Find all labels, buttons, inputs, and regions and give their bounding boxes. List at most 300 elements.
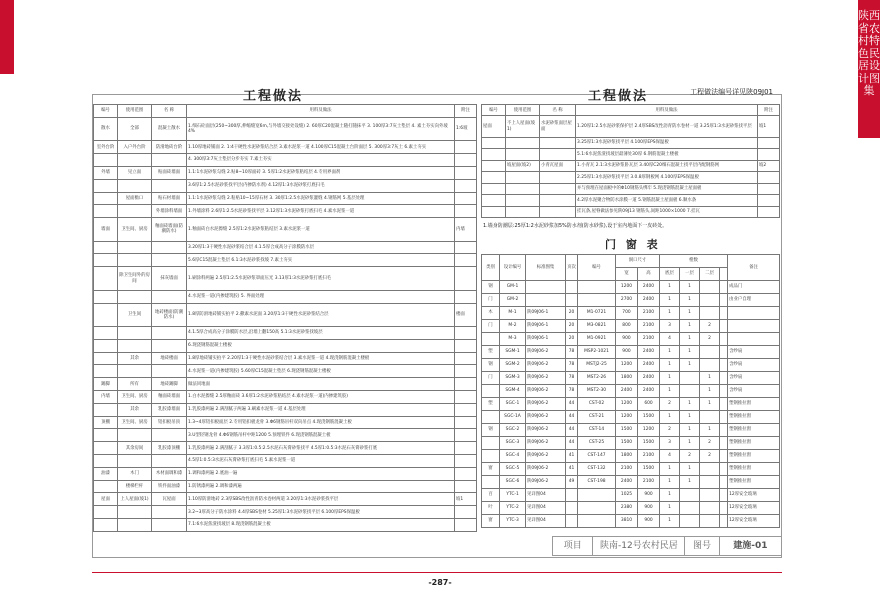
table-cell [566, 281, 578, 294]
table-cell: 1500 [638, 437, 660, 450]
table-cell: 5.6厚C15混凝土垫层 6.1:3水泥砂浆找坡 7.素土夯实 [187, 254, 455, 267]
table-cell [94, 442, 118, 455]
table-cell [758, 195, 780, 206]
table-cell: 1200 [616, 281, 638, 294]
table-cell [455, 416, 477, 429]
table-row [94, 241, 477, 254]
table-row [94, 403, 477, 416]
right-spec-table [481, 104, 780, 218]
table-cell [482, 385, 500, 398]
table-cell [720, 424, 728, 437]
table-cell [720, 502, 728, 515]
door-window-table-title: 门 窗 表 [605, 238, 661, 251]
table-cell: M1-0921 [578, 333, 616, 346]
table-cell [540, 137, 576, 148]
table-row [482, 372, 780, 385]
table-cell: 塑钢推拉窗 [728, 476, 780, 489]
table-cell [680, 372, 700, 385]
table-cell [94, 339, 118, 352]
table-cell: 78 [566, 346, 578, 359]
table-cell: 地砖踢脚 [152, 378, 187, 391]
table-cell: 屋面檐口 [118, 192, 152, 205]
table-cell: 陕09J06-2 [526, 385, 566, 398]
table-cell: 含纱扇 [728, 346, 780, 359]
table-cell: 抹灰墙面 [152, 267, 187, 291]
header-cell: 洞口尺寸 [616, 255, 660, 268]
table-cell: 塑钢推拉窗 [728, 463, 780, 476]
table-cell: 1 [680, 281, 700, 294]
table-row [482, 172, 780, 183]
table-cell: 1 [660, 515, 680, 528]
table-row [94, 365, 477, 378]
table-row [94, 416, 477, 429]
table-cell [118, 241, 152, 254]
table-row [482, 183, 780, 194]
table-cell: 坡2 [758, 160, 780, 171]
table-cell: 2400 [638, 372, 660, 385]
table-cell [118, 254, 152, 267]
table-cell: 1.小青瓦 2.1:3水泥砂浆卧瓦层 3.40厚C20细石混凝土找平层内配钢筋网 [576, 160, 758, 171]
bottom-rule [92, 572, 782, 573]
table-cell: 1 [680, 476, 700, 489]
table-cell [482, 183, 506, 194]
table-cell: 12厚安全玻璃 [728, 502, 780, 515]
table-cell: 全部 [118, 117, 152, 141]
table-cell [455, 365, 477, 378]
table-cell: 不上人屋面(坡1) [506, 116, 540, 137]
table-cell: 1.乳胶漆两遍 2.满刮腻子 3.3厚1:0.5:2.5水泥石灰膏砂浆找平 4.5厚1:0.5:3水泥石灰膏砂浆打底 [187, 442, 455, 455]
table-cell: 除卫生间外的房间 [118, 267, 152, 291]
table-cell: MSP2-1021 [578, 346, 616, 359]
table-cell [700, 515, 720, 528]
table-cell [526, 294, 566, 307]
table-cell [94, 352, 118, 365]
table-cell: 陕09J06-1 [526, 333, 566, 346]
table-cell [94, 192, 118, 205]
table-cell [482, 149, 506, 160]
table-cell [720, 450, 728, 463]
table-row [482, 281, 780, 294]
table-cell: 百 [482, 489, 500, 502]
table-cell: 2400 [638, 294, 660, 307]
table-cell: MST2-30 [578, 385, 616, 398]
table-cell [700, 463, 720, 476]
table-cell: 1 [700, 372, 720, 385]
table-cell [455, 254, 477, 267]
table-cell: 3 [660, 437, 680, 450]
header-cell: 设计编号 [500, 255, 526, 281]
table-cell: SGC-6 [500, 476, 526, 489]
table-row [482, 195, 780, 206]
table-header-row [482, 105, 780, 116]
table-row [94, 117, 477, 141]
table-cell [758, 149, 780, 160]
table-cell: SGC-1A [500, 411, 526, 424]
table-cell: 踢脚 [94, 378, 118, 391]
table-cell: 2400 [638, 346, 660, 359]
table-cell: 窗 [482, 463, 500, 476]
table-cell [680, 385, 700, 398]
table-row [482, 424, 780, 437]
table-cell: 2700 [616, 294, 638, 307]
table-cell: 900 [638, 515, 660, 528]
table-cell: 外墙 [94, 166, 118, 179]
table-cell: 卫生间、厨房 [118, 391, 152, 404]
table-cell: SGC-1 [500, 398, 526, 411]
table-row [94, 179, 477, 192]
table-cell [728, 333, 780, 346]
table-cell: 1 [660, 502, 680, 515]
table-row [94, 267, 477, 291]
table-cell: 1.1:1水泥砂浆勾缝 2.贴8~10厚面砖 3. 5厚1:2水泥砂浆粘结层 4.专用界面剂 [187, 166, 455, 179]
table-cell [455, 480, 477, 493]
table-cell: 陕09J06-2 [526, 450, 566, 463]
table-cell [118, 290, 152, 303]
table-cell: CST-14 [578, 424, 616, 437]
table-cell: 混凝土散水 [152, 117, 187, 141]
table-cell: 窗 [482, 515, 500, 528]
table-cell [455, 429, 477, 442]
table-cell: 3.U型轻钢龙骨 4.Φ6钢筋吊杆中距1200 5.预埋铁件 6.现浇钢筋混凝土板 [187, 429, 455, 442]
table-row [482, 137, 780, 148]
table-cell [700, 307, 720, 320]
table-cell: 瓦屋面 [152, 493, 187, 506]
standard-code-note: 工程做法编号详见陕09J01 [690, 88, 773, 96]
table-cell: 内墙 [455, 218, 477, 242]
table-cell [118, 154, 152, 167]
table-cell: 木 [482, 307, 500, 320]
table-cell: 1.调和漆两遍 2.底油一遍 [187, 467, 455, 480]
table-cell: 78 [566, 385, 578, 398]
table-cell [152, 327, 187, 340]
table-cell: 乳胶漆顶棚 [152, 442, 187, 455]
table-row [482, 437, 780, 450]
table-cell: 其余房间 [118, 442, 152, 455]
table-cell: 4.5厚1:0.5:3水泥石灰膏砂浆打底扫毛 5.素水泥浆一道 [187, 455, 455, 468]
table-cell: 12厚安全玻璃 [728, 515, 780, 528]
table-cell: 3.6厚1:2.5水泥砂浆找平层(内掺防水剂) 4.12厚1:3水泥砂浆打底扫毛 [187, 179, 455, 192]
header-cell: 编号 [482, 105, 506, 116]
table-cell: 含纱扇 [728, 372, 780, 385]
title-block [552, 536, 782, 556]
table-cell [94, 506, 118, 519]
table-cell [758, 172, 780, 183]
corner-accent [0, 0, 14, 74]
header-cell: 使用范围 [506, 105, 540, 116]
header-cell: 底层 [660, 268, 680, 281]
header-cell: 附注 [455, 105, 477, 118]
table-cell: 2 [700, 333, 720, 346]
table-row [482, 359, 780, 372]
table-cell [118, 339, 152, 352]
header-cell: 樘数 [660, 255, 728, 268]
table-cell: 1 [660, 489, 680, 502]
table-row [482, 333, 780, 346]
right-section-title: 工程做法 [588, 89, 649, 104]
table-cell: YTC-3 [500, 515, 526, 528]
table-cell [540, 172, 576, 183]
table-cell [720, 307, 728, 320]
table-cell [482, 333, 500, 346]
table-cell: 坡1 [455, 493, 477, 506]
table-cell: 陕09J06-2 [526, 346, 566, 359]
table-cell [700, 281, 720, 294]
table-cell: 1 [680, 307, 700, 320]
table-cell: 3.20厚1:3干硬性水泥砂浆结合层 4.1.5厚合成高分子涂膜防水层 [187, 241, 455, 254]
table-cell: 1 [700, 398, 720, 411]
table-cell [720, 372, 728, 385]
title-block-item-label: 项目 [553, 537, 593, 555]
header-cell: 编号 [94, 105, 118, 118]
table-cell: 墙面 [94, 218, 118, 242]
table-cell: 1200 [616, 398, 638, 411]
table-cell: 1500 [616, 424, 638, 437]
table-cell: 钢 [482, 424, 500, 437]
table-cell: 挂瓦条,屋脊做法参见陕09J13 钢筋头,间距1000×1000 7.挂瓦 [576, 206, 758, 218]
table-cell [455, 267, 477, 291]
table-cell: 釉面砖墙面 [152, 391, 187, 404]
table-cell [720, 489, 728, 502]
table-cell: 5.1:6水泥焦渣找坡层最薄处30厚 6.钢筋混凝土楼板 [576, 149, 758, 160]
table-cell: 塑 [482, 398, 500, 411]
table-cell: 塑钢推拉窗 [728, 411, 780, 424]
table-cell [94, 429, 118, 442]
table-cell: 1 [680, 463, 700, 476]
table-cell: 塑钢推拉窗 [728, 398, 780, 411]
table-cell: 做法同地面 [187, 378, 455, 391]
table-cell [455, 391, 477, 404]
table-row [94, 480, 477, 493]
table-cell [720, 515, 728, 528]
table-cell [482, 476, 500, 489]
table-cell: GM-2 [500, 294, 526, 307]
table-cell: 坡屋面(坡2) [506, 160, 540, 171]
table-cell [482, 206, 506, 218]
table-cell: 1 [680, 398, 700, 411]
header-cell: 二层 [700, 268, 720, 281]
table-cell [455, 290, 477, 303]
table-cell: 1 [680, 411, 700, 424]
header-cell: 名 称 [152, 105, 187, 118]
table-cell: 1 [660, 463, 680, 476]
table-cell [700, 346, 720, 359]
table-cell: 1 [660, 385, 680, 398]
header-cell: 标准图集 [526, 255, 566, 281]
table-cell [455, 442, 477, 455]
table-cell: 3.2~3厚高分子防水涂料 4.4厚SBS卷材 5.25厚1:3水泥砂浆找平层 6.100厚EPS保温板 [187, 506, 455, 519]
table-cell: 2100 [638, 476, 660, 489]
table-cell: 78 [566, 359, 578, 372]
table-row [482, 450, 780, 463]
table-row [94, 352, 477, 365]
table-cell [118, 179, 152, 192]
table-row [94, 467, 477, 480]
table-cell: 2 [680, 450, 700, 463]
table-cell: 见详图04 [526, 502, 566, 515]
table-cell [455, 339, 477, 352]
table-cell: 其余 [118, 352, 152, 365]
table-cell [94, 480, 118, 493]
table-cell: 楼梯栏杆 [118, 480, 152, 493]
table-cell [94, 519, 118, 532]
table-cell: 外墙涂料墙面 [152, 205, 187, 218]
header-cell: 一层 [680, 268, 700, 281]
table-cell [94, 241, 118, 254]
table-cell: 41 [566, 463, 578, 476]
table-cell: 1500 [616, 437, 638, 450]
table-cell [455, 179, 477, 192]
table-cell: 1025 [616, 489, 638, 502]
table-cell: 900 [616, 333, 638, 346]
table-row [482, 489, 780, 502]
table-cell: 2400 [638, 385, 660, 398]
table-cell: SGC-5 [500, 463, 526, 476]
table-cell [152, 519, 187, 532]
table-cell: 防滑地砖台阶 [152, 141, 187, 154]
table-cell [680, 502, 700, 515]
table-cell: 陕09J06-2 [526, 398, 566, 411]
atlas-side-title: 陕西省农村特色民居设计图集 [858, 0, 880, 138]
table-cell: CST-198 [578, 476, 616, 489]
table-cell [700, 294, 720, 307]
door-window-table [481, 254, 780, 528]
table-row [482, 149, 780, 160]
table-cell: M-3 [500, 333, 526, 346]
table-cell: 1500 [638, 411, 660, 424]
table-cell: 44 [566, 411, 578, 424]
table-cell: 屋面 [94, 493, 118, 506]
table-cell: 塑钢推拉窗 [728, 437, 780, 450]
table-cell [152, 254, 187, 267]
header-cell: 编号 [578, 255, 616, 281]
table-cell: 钢 [482, 281, 500, 294]
table-cell [455, 192, 477, 205]
table-cell [566, 515, 578, 528]
table-row [94, 303, 477, 327]
table-cell [455, 154, 477, 167]
table-cell [455, 241, 477, 254]
table-row [482, 398, 780, 411]
table-cell: 门 [482, 372, 500, 385]
table-cell [455, 519, 477, 532]
table-cell: 其余 [118, 403, 152, 416]
table-cell: 1.3~4厚铝扣板面层 2.专用铝扣板龙骨 3.Φ6钢筋吊杆双向吊点 4.现浇钢筋混凝土板 [187, 416, 455, 429]
table-row [94, 154, 477, 167]
table-cell [506, 206, 540, 218]
table-cell [578, 281, 616, 294]
table-cell: 1 [660, 372, 680, 385]
table-cell: 1.8厚地砖铺实拍平 2.20厚1:3干硬性水泥砂浆结合层 3.素水泥浆一道 4.现浇钢筋混凝土楼板 [187, 352, 455, 365]
table-cell [118, 455, 152, 468]
table-cell [506, 195, 540, 206]
table-cell: 门 [482, 320, 500, 333]
table-cell: 1200 [638, 424, 660, 437]
table-cell: 陕09J06-2 [526, 359, 566, 372]
table-cell: 800 [616, 320, 638, 333]
table-cell [118, 365, 152, 378]
table-cell: 含纱扇 [728, 359, 780, 372]
table-row [94, 378, 477, 391]
table-row [482, 307, 780, 320]
table-cell [720, 411, 728, 424]
table-cell: 44 [566, 398, 578, 411]
table-cell [94, 154, 118, 167]
table-cell: 44 [566, 424, 578, 437]
table-cell: 内墙 [94, 391, 118, 404]
table-cell: 所有 [118, 378, 152, 391]
table-cell [566, 294, 578, 307]
table-cell: 地砖楼面(防潮防水) [152, 303, 187, 327]
table-cell: 1 [700, 424, 720, 437]
table-cell: SGM-2 [500, 359, 526, 372]
table-row [94, 391, 477, 404]
table-row [94, 339, 477, 352]
table-cell [455, 378, 477, 391]
table-cell: 塑 [482, 346, 500, 359]
table-cell [506, 137, 540, 148]
table-cell [700, 359, 720, 372]
table-cell: 20 [566, 333, 578, 346]
table-cell: 顶棚 [94, 416, 118, 429]
table-cell [540, 195, 576, 206]
table-cell: M-1 [500, 307, 526, 320]
table-cell: 4. 300厚3:7灰土垫层分步夯实 7.素土夯实 [187, 154, 455, 167]
table-cell: 1 [660, 294, 680, 307]
table-cell: 陕09J06-2 [526, 372, 566, 385]
table-cell: SGC-2 [500, 424, 526, 437]
table-cell [720, 346, 728, 359]
table-cell: 2 [660, 424, 680, 437]
table-cell: 门 [482, 294, 500, 307]
table-cell: 2100 [638, 320, 660, 333]
table-cell [94, 403, 118, 416]
table-cell: 1.1:1水泥砂浆勾缝 2.粘贴10~15厚石材 3. 30厚1:2.5水泥砂浆灌缝 4.钢筋网 5.基层处理 [187, 192, 455, 205]
table-cell [482, 437, 500, 450]
table-row [94, 166, 477, 179]
table-row [94, 327, 477, 340]
table-cell [680, 489, 700, 502]
table-cell: 卫生间、厨房 [118, 416, 152, 429]
table-cell: SGM-1 [500, 346, 526, 359]
table-cell [720, 463, 728, 476]
table-cell [152, 429, 187, 442]
table-cell: M1-0721 [578, 307, 616, 320]
table-row [482, 116, 780, 137]
table-cell [758, 206, 780, 218]
table-header-row [94, 105, 477, 118]
left-section-title: 工程做法 [243, 89, 304, 104]
table-cell: MSTJ2-25 [578, 359, 616, 372]
table-cell: SGC-3 [500, 437, 526, 450]
table-cell: 见立面 [118, 166, 152, 179]
header-cell [720, 268, 728, 281]
table-cell [94, 179, 118, 192]
table-cell: 散水 [94, 117, 118, 141]
table-row [482, 476, 780, 489]
table-cell: CST-02 [578, 398, 616, 411]
table-cell: 1 [680, 346, 700, 359]
table-row [482, 206, 780, 218]
header-cell: 页次 [566, 255, 578, 281]
table-cell: 1 [680, 320, 700, 333]
table-cell [720, 385, 728, 398]
table-cell: 1.10厚地砖铺面 2. 1:4干硬性水泥砂浆结合层 3.素水泥浆一道 4.100厚C15混凝土台阶面层 5. 300厚3:7灰土 6.素土夯实 [187, 141, 455, 154]
table-cell [455, 141, 477, 154]
table-cell [578, 502, 616, 515]
header-cell: 宽 [616, 268, 638, 281]
table-cell [152, 339, 187, 352]
table-cell: 2 [700, 320, 720, 333]
